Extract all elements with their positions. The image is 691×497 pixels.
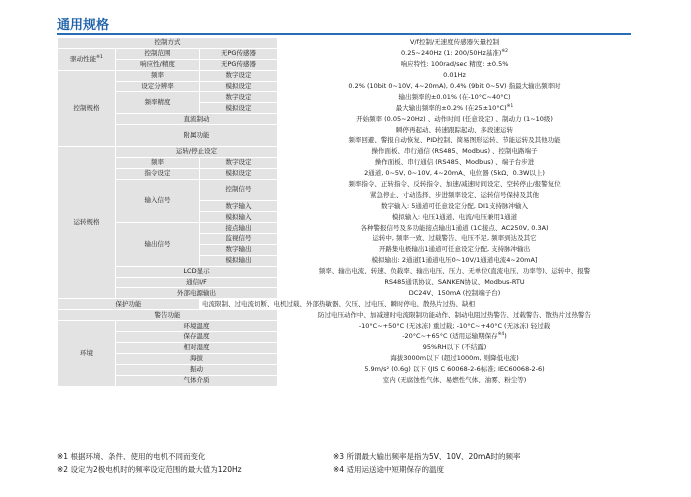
row-label: 通信I/F bbox=[116, 277, 278, 288]
row-label: 频率精度 bbox=[116, 92, 200, 114]
table-row bbox=[58, 353, 632, 364]
row-sub-label: 数字输入 bbox=[200, 201, 278, 212]
row-value: 开始频率 (0.05~20Hz) 、动作时间 (任意设定) 、制动力 (1~10级) bbox=[278, 114, 632, 125]
row-label: 环境温度 bbox=[116, 321, 278, 332]
row-value: RS485通讯协议、SANKEN协议、Modbus-RTU bbox=[278, 277, 632, 288]
row-value: 95%RH以下 (不结露) bbox=[278, 342, 632, 353]
table-row bbox=[58, 48, 632, 59]
spec-table bbox=[57, 37, 632, 387]
row-sub-label: 数字输出 bbox=[200, 244, 278, 255]
row-label: 频率 bbox=[116, 70, 200, 81]
row-value: 输出频率的±0.01% (在-10°C~40°C) bbox=[278, 92, 632, 103]
row-label: 相对湿度 bbox=[116, 342, 278, 353]
table-row bbox=[58, 81, 632, 92]
row-sub-label: 无PG传感器 bbox=[200, 48, 278, 59]
row-label: 警告功能 bbox=[58, 310, 278, 321]
row-label: 响应性/精度 bbox=[116, 59, 200, 70]
group-label: 控制规格 bbox=[58, 70, 116, 146]
row-sub-label: 数字设定 bbox=[200, 92, 278, 103]
row-label: 附属功能 bbox=[116, 125, 278, 147]
row-value: 操作面板、串行通信 (RS485、Modbus) 、控制电路端子 bbox=[278, 146, 632, 157]
row-value: 开路集电极输出1通道可任意设定分配, 支持脉冲输出 bbox=[278, 244, 632, 255]
row-value: 运转中, 频率一致、过载警告、电压不足, 频率到达及其它 bbox=[278, 234, 632, 245]
table-row bbox=[58, 70, 632, 81]
table-row bbox=[58, 223, 632, 234]
group-label: 环境 bbox=[58, 321, 116, 386]
row-value: 2通道, 0~5V, 0~10V, 4~20mA、电位器 (5kΩ、0.3W以上) bbox=[278, 168, 632, 179]
row-value: -20°C~+65°C (适用运输期保存$^{※4}$) bbox=[278, 332, 632, 343]
row-value: 0.01Hz bbox=[278, 70, 632, 81]
row-label: 外部电源输出 bbox=[116, 288, 278, 299]
table-row bbox=[58, 321, 632, 332]
table-row bbox=[58, 92, 632, 103]
row-label: 直流制动 bbox=[116, 114, 278, 125]
footnote-3: ※3 所谓最大输出频率是指为5V、10V、20mA时的频率 bbox=[333, 452, 521, 461]
row-value: 频率回避、警报自动恢复、PID控制、简易图形运转、节能运转及其他功能 bbox=[278, 136, 632, 147]
row-value: 各种警报信号及多功能接点输出1通道 (1C接点、AC250V, 0.3A) bbox=[278, 223, 632, 234]
group-label: 运转规格 bbox=[58, 146, 116, 298]
row-label: 设定分辨率 bbox=[116, 81, 200, 92]
row-sub-label: 监视信号 bbox=[200, 234, 278, 245]
row-sub-label: 控制信号 bbox=[200, 179, 278, 201]
row-label: 振动 bbox=[116, 364, 278, 375]
footnote-2: ※2 设定为2极电机时的频率设定范围的最大值为120Hz bbox=[57, 465, 242, 474]
table-row bbox=[58, 277, 632, 288]
row-value: 0.2% (10bit 0~10V, 4~20mA), 0.4% (9bit 0~5V) 指最大输出频率时 bbox=[278, 81, 632, 92]
footnote-4: ※4 适用运送途中短期保存的温度 bbox=[333, 465, 444, 474]
table-row bbox=[58, 342, 632, 353]
row-value: 电流限制、过电流切断、电机过载、外部热敏器、欠压、过电压、瞬时停电、散热片过热、缺相 bbox=[200, 299, 278, 310]
row-sub-label: 数字设定 bbox=[200, 157, 278, 168]
table-row bbox=[58, 266, 632, 277]
title-rule bbox=[57, 33, 631, 35]
row-label: 输出信号 bbox=[116, 223, 200, 267]
row-value: 频率指令、正转指令、反转指令、加速/减速时间设定、空转停止/报警复位 bbox=[278, 179, 632, 190]
table-row bbox=[58, 375, 632, 386]
row-value: 数字输入: 5通道可任意设定分配, DI1支持脉冲输入 bbox=[278, 201, 632, 212]
row-label: 保护功能 bbox=[58, 299, 200, 310]
table-row bbox=[58, 59, 632, 70]
row-label: 频率 bbox=[116, 157, 200, 168]
row-sub-label: 模拟输出 bbox=[200, 255, 278, 266]
row-label: 控制范围 bbox=[116, 48, 200, 59]
row-sub-label: 接点输出 bbox=[200, 223, 278, 234]
table-row bbox=[58, 299, 632, 310]
row-value: DC24V、150mA (控制端子台) bbox=[278, 288, 632, 299]
row-value: 室内 (无腐蚀性气体、易燃性气体、油雾、粉尘等) bbox=[278, 375, 632, 386]
table-row bbox=[58, 332, 632, 343]
table-row bbox=[58, 364, 632, 375]
footnote-1: ※1 根据环境、条件、使用的电机不同而变化 bbox=[57, 452, 206, 461]
row-value: V/f控制/无速度传感器矢量控制 bbox=[278, 38, 632, 49]
row-value: 紧急停止、寸动选择、步进频率设定、运转信号保持及其他 bbox=[278, 190, 632, 201]
table-row bbox=[58, 146, 632, 157]
row-value: 5.9m/s² (0.6g) 以下 (JIS C 60068-2-6标准; IEC60068-2-6) bbox=[278, 364, 632, 375]
row-value: 操作面板、串行通信 (RS485、Modbus) 、端子台步进 bbox=[278, 157, 632, 168]
row-value: 响应特性: 100rad/sec 精度: ±0.5% bbox=[278, 59, 632, 70]
row-value: 海拔3000m以下 (超过1000m, 则降低电流) bbox=[278, 353, 632, 364]
row-label: 指令设定 bbox=[116, 168, 200, 179]
table-row bbox=[58, 157, 632, 168]
table-row bbox=[58, 179, 632, 190]
row-label: LCD显示 bbox=[116, 266, 278, 277]
row-value: 模拟输出: 2通道[1通道电压0~10V/1通道电流4~20mA] bbox=[278, 255, 632, 266]
table-row bbox=[58, 288, 632, 299]
row-label: 海拔 bbox=[116, 353, 278, 364]
table-row bbox=[58, 114, 632, 125]
row-sub-label: 模拟输入 bbox=[200, 212, 278, 223]
row-label: 保存温度 bbox=[116, 332, 278, 343]
table-row bbox=[58, 125, 632, 136]
page-title: 通用规格 bbox=[57, 18, 110, 33]
row-sub-label: 数字设定 bbox=[200, 70, 278, 81]
row-sub-label: 无PG传感器 bbox=[200, 59, 278, 70]
row-value: 模拟输入: 电压1通道、电流/电压兼用1通道 bbox=[278, 212, 632, 223]
row-sub-label: 模拟设定 bbox=[200, 103, 278, 114]
table-row bbox=[58, 168, 632, 179]
row-value: 频率、输出电流、转速、负载率、输出电压、压力、无单位(直流电压、功率等)、运转中、报警 bbox=[278, 266, 632, 277]
row-label: 控制方式 bbox=[58, 38, 278, 49]
row-label: 运转/停止设定 bbox=[116, 146, 278, 157]
row-label: 气体介质 bbox=[116, 375, 278, 386]
row-value: 瞬停再起动、转速跟踪起动、多段速运转 bbox=[278, 125, 632, 136]
row-sub-label: 模拟设定 bbox=[200, 168, 278, 179]
row-sub-label: 模拟设定 bbox=[200, 81, 278, 92]
row-value: 最大输出频率的±0.2% (在25±10°C)$^{※1}$ bbox=[278, 103, 632, 114]
table-row bbox=[58, 38, 632, 49]
row-label: 输入信号 bbox=[116, 179, 200, 223]
row-value: 防过电压动作中、加减速时电流限制功能动作、制动电阻过热警告、过载警告、散热片过热警告 bbox=[278, 310, 632, 321]
table-row bbox=[58, 310, 632, 321]
group-label: 驱动性能$^{※1}$ bbox=[58, 48, 116, 70]
row-value: 0.25~240Hz (1: 200/50Hz基准)$^{※2}$ bbox=[278, 48, 632, 59]
row-value: -10°C~+50°C (无冰冻) 重过载; -10°C~+40°C (无冰冻) 轻过载 bbox=[278, 321, 632, 332]
